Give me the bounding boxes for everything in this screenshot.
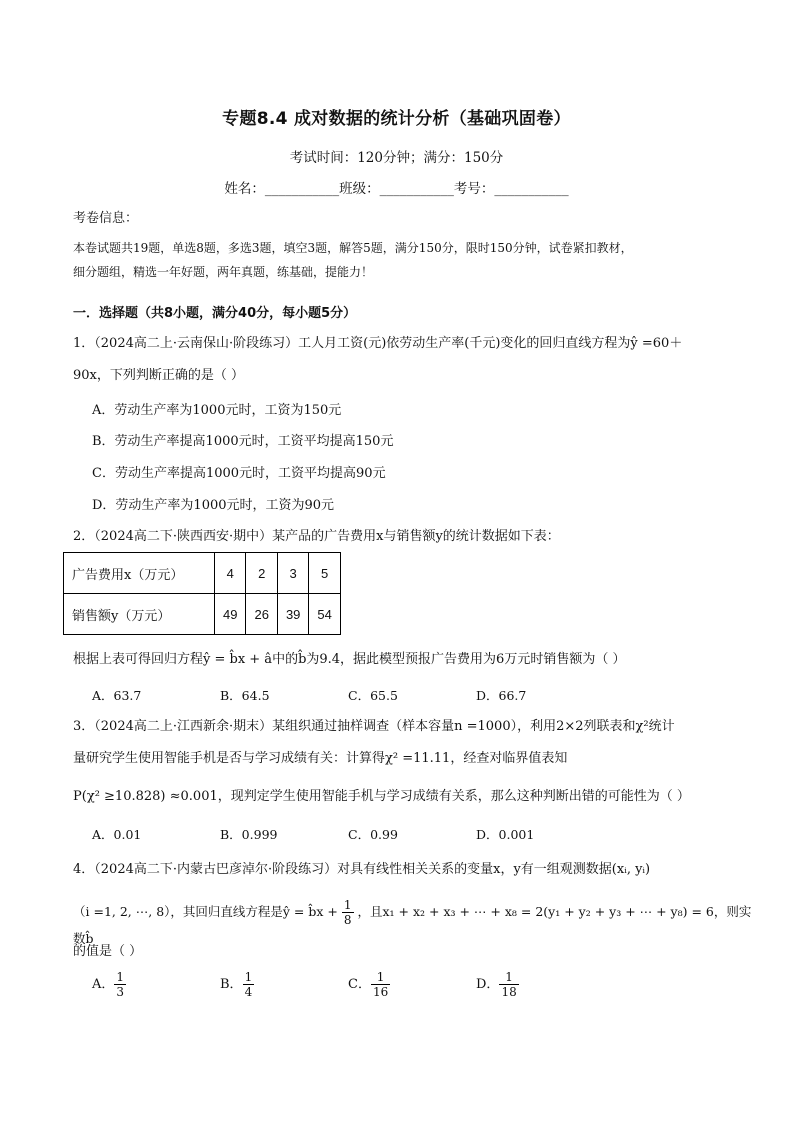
table-row bbox=[64, 594, 341, 635]
q2-line2: 根据上表可得回归方程ŷ = b̂x + â中的b̂为9.4，据此模型预报广告费用为6万元时销售额为（ ） bbox=[73, 652, 626, 667]
q4-line2-text-b: ，且x₁ + x₂ + x₃ + ⋯ + x₈ = 2(y₁ + y₂ + y₃ + ⋯ + y₈) = 6，则实数b̂ bbox=[73, 904, 752, 946]
q3-option-d: D．0.001 bbox=[476, 827, 535, 842]
option-fraction bbox=[371, 970, 390, 999]
q2-data-table bbox=[63, 552, 341, 635]
table-row-label: 广告费用x（万元） bbox=[64, 553, 215, 594]
q2-option-b: B．64.5 bbox=[220, 688, 270, 703]
q1-line1 bbox=[73, 332, 763, 355]
q4-line1: 4．（2024高二下·内蒙古巴彦淖尔·阶段练习）对具有线性相关关系的变量x，y有一组观测数据(xᵢ, yᵢ) bbox=[73, 862, 651, 877]
option-fraction bbox=[499, 970, 518, 999]
table-row bbox=[64, 553, 341, 594]
option-label: C． bbox=[348, 977, 371, 992]
fraction-denominator: 16 bbox=[372, 985, 389, 999]
table-row-label: 销售额y（万元） bbox=[64, 594, 215, 635]
table-cell: 2 bbox=[246, 553, 277, 594]
fraction-numerator: 1 bbox=[371, 970, 390, 985]
fraction-numerator: 1 bbox=[343, 898, 352, 912]
fraction-denominator: 3 bbox=[116, 985, 125, 999]
q4-options bbox=[92, 970, 652, 999]
q3-option-c: C．0.99 bbox=[348, 827, 398, 842]
q1-option-c: C．劳动生产率提高1000元时，工资平均提高90元 bbox=[92, 466, 386, 481]
q1-option-a: A．劳动生产率为1000元时，工资为150元 bbox=[92, 403, 342, 418]
q4-option-a bbox=[92, 970, 220, 999]
fraction-denominator: 4 bbox=[244, 985, 253, 999]
table-cell: 26 bbox=[246, 594, 277, 635]
fraction-numerator: 1 bbox=[499, 970, 518, 985]
q3-option-a: A．0.01 bbox=[92, 827, 142, 842]
q1-option-b: B．劳动生产率提高1000元时，工资平均提高150元 bbox=[92, 434, 394, 449]
q2-option-d: D．66.7 bbox=[476, 688, 527, 703]
q1-equation: ŷ =60＋ bbox=[630, 336, 683, 351]
fraction-denominator: 18 bbox=[501, 985, 517, 999]
table-cell: 5 bbox=[309, 553, 340, 594]
q3-line2: 量研究学生使用智能手机是否与学习成绩有关：计算得χ² =11.11，经查对临界值表知 bbox=[73, 751, 568, 766]
option-fraction bbox=[243, 970, 255, 999]
q4-line2-text-a: （i =1, 2, ⋯, 8），其回归直线方程是ŷ = b̂x + bbox=[73, 904, 338, 919]
table-cell: 3 bbox=[277, 553, 308, 594]
option-label: D． bbox=[476, 977, 500, 992]
info-body-line1: 本卷试题共19题，单选8题，多选3题，填空3题，解答5题，满分150分，限时150分钟，试卷紧扣教材， bbox=[73, 241, 633, 255]
section-heading: 一．选择题（共8小题，满分40分，每小题5分） bbox=[73, 306, 357, 321]
q4-option-b bbox=[220, 970, 348, 999]
option-fraction bbox=[114, 970, 126, 999]
fraction-numerator: 1 bbox=[244, 970, 253, 984]
q2-line1: 2．（2024高二下·陕西西安·期中）某产品的广告费用x与销售额y的统计数据如下表： bbox=[73, 529, 560, 544]
option-label: B． bbox=[220, 977, 243, 992]
q2-option-a: A．63.7 bbox=[92, 688, 142, 703]
q3-line3: P(χ² ≥10.828) ≈0.001，现判定学生使用智能手机与学习成绩有关系，那么这种判断出错的可能性为（ ） bbox=[73, 789, 690, 804]
student-fields: 姓名：___________班级：___________考号：___________ bbox=[224, 181, 569, 197]
table-cell: 4 bbox=[215, 553, 246, 594]
info-heading: 考卷信息： bbox=[73, 211, 139, 226]
info-body-line2: 细分题组，精选一年好题，两年真题，练基础，提能力！ bbox=[73, 265, 374, 279]
table-cell: 39 bbox=[277, 594, 308, 635]
table-cell: 54 bbox=[309, 594, 340, 635]
q1-line2: 90x，下列判断正确的是（ ） bbox=[73, 368, 245, 383]
q4-line3: 的值是（ ） bbox=[73, 944, 143, 959]
table-cell: 49 bbox=[215, 594, 246, 635]
q1-option-d: D．劳动生产率为1000元时，工资为90元 bbox=[92, 498, 335, 513]
q3-option-b: B．0.999 bbox=[220, 827, 278, 842]
q1-line1-text: 1．（2024高二上·云南保山·阶段练习）工人月工资(元)依劳动生产率(千元)变化的回归直线方程为 bbox=[73, 336, 631, 351]
q4-fraction bbox=[342, 898, 354, 927]
page-title: 专题8.4 成对数据的统计分析（基础巩固卷） bbox=[222, 109, 571, 129]
exam-time: 考试时间：120分钟；满分：150分 bbox=[289, 150, 504, 166]
q2-option-c: C．65.5 bbox=[348, 688, 398, 703]
q4-option-c bbox=[348, 970, 476, 999]
fraction-denominator: 8 bbox=[343, 913, 352, 927]
q3-line1: 3．（2024高二上·江西新余·期末）某组织通过抽样调查（样本容量n =1000），利用2×2列联表和χ²统计 bbox=[73, 719, 675, 734]
q2-options bbox=[92, 686, 652, 704]
option-label: A． bbox=[92, 977, 115, 992]
fraction-numerator: 1 bbox=[116, 970, 125, 984]
q3-options bbox=[92, 825, 652, 843]
q4-option-d bbox=[476, 970, 604, 999]
